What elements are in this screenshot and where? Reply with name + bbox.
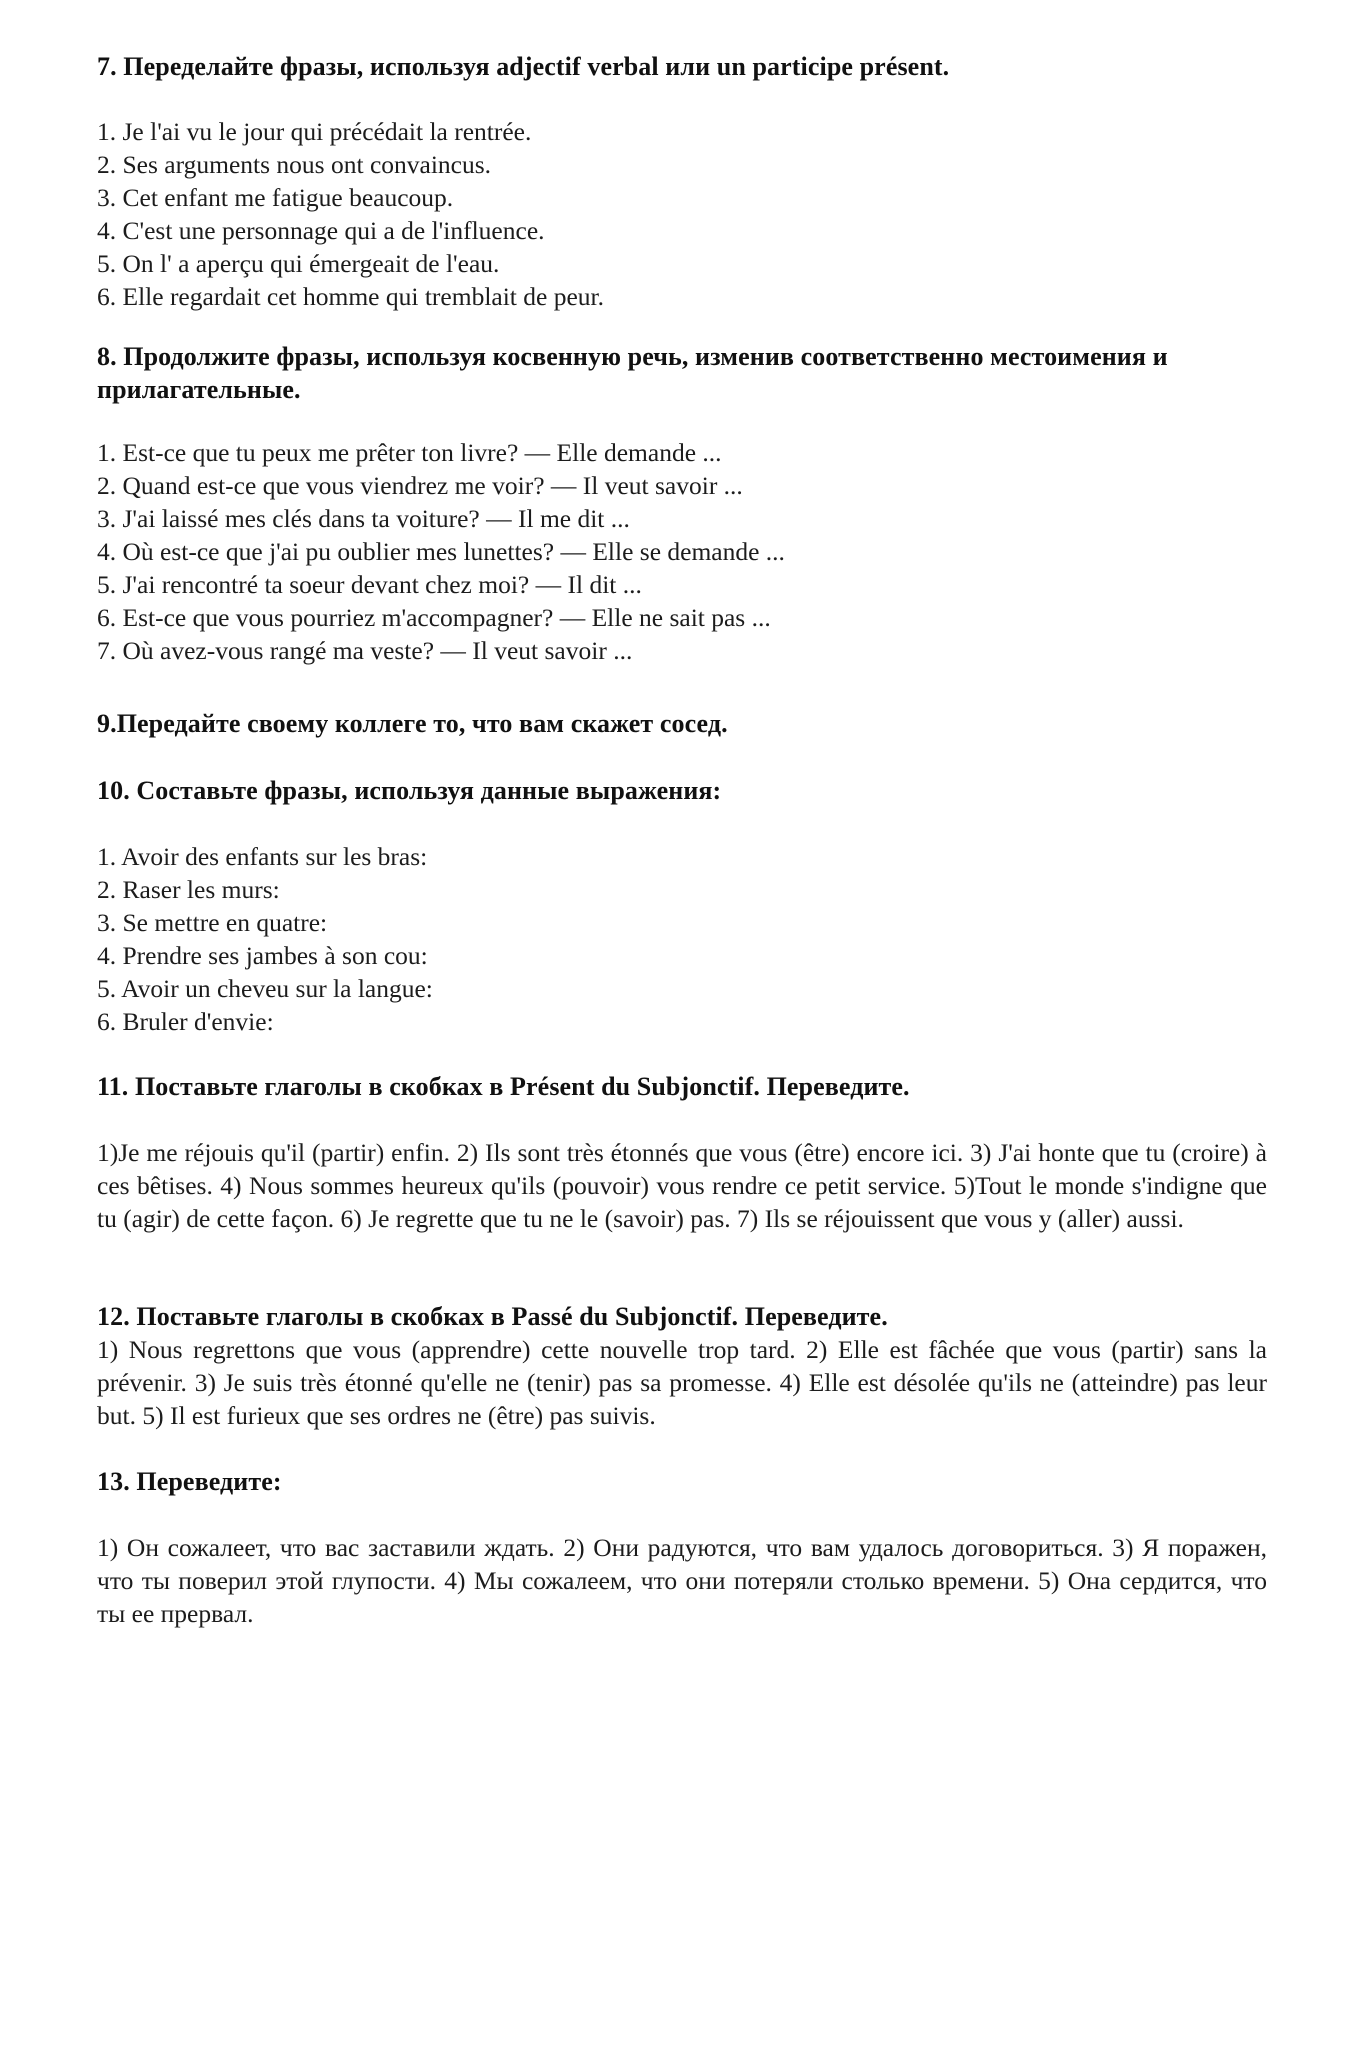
exercise-12 [97, 1300, 1267, 1432]
exercise-8-heading: 8. Продолжите фразы, используя косвенную речь, изменив соответственно местоимения и прилагательные. [97, 342, 1168, 404]
list-item: 2. Quand est-ce que vous viendrez me voir? — Il veut savoir ... [97, 471, 743, 500]
exercise-9 [97, 707, 1267, 740]
exercise-11-text: 1)Je me réjouis qu'il (partir) enfin. 2) Ils sont très étonnés que vous (être) encore ici. 3) J'ai honte que tu (croire) à ces bêtises. 4) Nous sommes heureux qu'ils (pouvoir) vous rendre ce petit service. 5)Tout le monde s'indigne que tu (agir) de cette façon. 6) Je regrette que tu ne le (savoir) pas. 7) Ils se réjouissent que vous y (aller) aussi. [97, 1138, 1267, 1233]
list-item: 2. Ses arguments nous ont convaincus. [97, 150, 492, 179]
list-item: 6. Est-ce que vous pourriez m'accompagner? — Elle ne sait pas ... [97, 603, 771, 632]
exercise-12-heading: 12. Поставьте глаголы в скобках в Passé du Subjonctif. Переведите. [97, 1302, 888, 1331]
list-item: 5. J'ai rencontré ta soeur devant chez moi? — Il dit ... [97, 570, 642, 599]
list-item: 4. C'est une personnage qui a de l'influence. [97, 216, 545, 245]
exercise-11-heading: 11. Поставьте глаголы в скобках в Présent du Subjonctif. Переведите. [97, 1072, 910, 1101]
list-item: 5. On l' a aperçu qui émergeait de l'eau. [97, 249, 500, 278]
list-item: 3. Cet enfant me fatigue beaucoup. [97, 183, 454, 212]
list-item: 2. Raser les murs: [97, 875, 280, 904]
list-item: 5. Avoir un cheveu sur la langue: [97, 974, 433, 1003]
exercise-13-text: 1) Он сожалеет, что вас заставили ждать. 2) Они радуются, что вам удалось договориться. 3) Я поражен, что ты поверил этой глупости. 4) Мы сожалеем, что они потеряли столько времени. 5) Она сердится, что ты ее прервал. [97, 1533, 1267, 1628]
list-item: 3. Se mettre en quatre: [97, 908, 328, 937]
exercise-13 [97, 1465, 1267, 1630]
exercise-7-heading: 7. Переделайте фразы, используя adjectif verbal или un participe présent. [97, 52, 950, 81]
exercise-12-text: 1) Nous regrettons que vous (apprendre) cette nouvelle trop tard. 2) Elle est fâchée que vous (partir) sans la prévenir. 3) Je suis très étonné qu'elle ne (tenir) pas sa promesse. 4) Elle est désolée qu'ils ne (atteindre) pas leur but. 5) Il est furieux que ses ordres ne (être) pas suivis. [97, 1335, 1267, 1430]
list-item: 6. Bruler d'envie: [97, 1007, 274, 1036]
list-item: 3. J'ai laissé mes clés dans ta voiture? — Il me dit ... [97, 504, 630, 533]
list-item: 1. Avoir des enfants sur les bras: [97, 842, 428, 871]
exercise-9-heading: 9.Передайте своему коллеге то, что вам скажет сосед. [97, 709, 728, 738]
exercise-8 [97, 340, 1267, 667]
exercise-7-list [97, 115, 1267, 313]
exercise-10 [97, 774, 1267, 1038]
exercise-10-list [97, 840, 1267, 1038]
list-item: 1. Est-ce que tu peux me prêter ton livre? — Elle demande ... [97, 438, 722, 467]
exercise-7 [97, 50, 1267, 313]
list-item: 7. Où avez-vous rangé ma veste? — Il veut savoir ... [97, 636, 633, 665]
exercise-11 [97, 1070, 1267, 1235]
exercise-13-heading: 13. Переведите: [97, 1467, 282, 1496]
exercise-8-list [97, 436, 1267, 667]
list-item: 1. Je l'ai vu le jour qui précédait la rentrée. [97, 117, 532, 146]
exercise-10-heading: 10. Составьте фразы, используя данные выражения: [97, 776, 722, 805]
list-item: 4. Prendre ses jambes à son cou: [97, 941, 428, 970]
list-item: 4. Où est-ce que j'ai pu oublier mes lunettes? — Elle se demande ... [97, 537, 785, 566]
list-item: 6. Elle regardait cet homme qui tremblait de peur. [97, 282, 604, 311]
